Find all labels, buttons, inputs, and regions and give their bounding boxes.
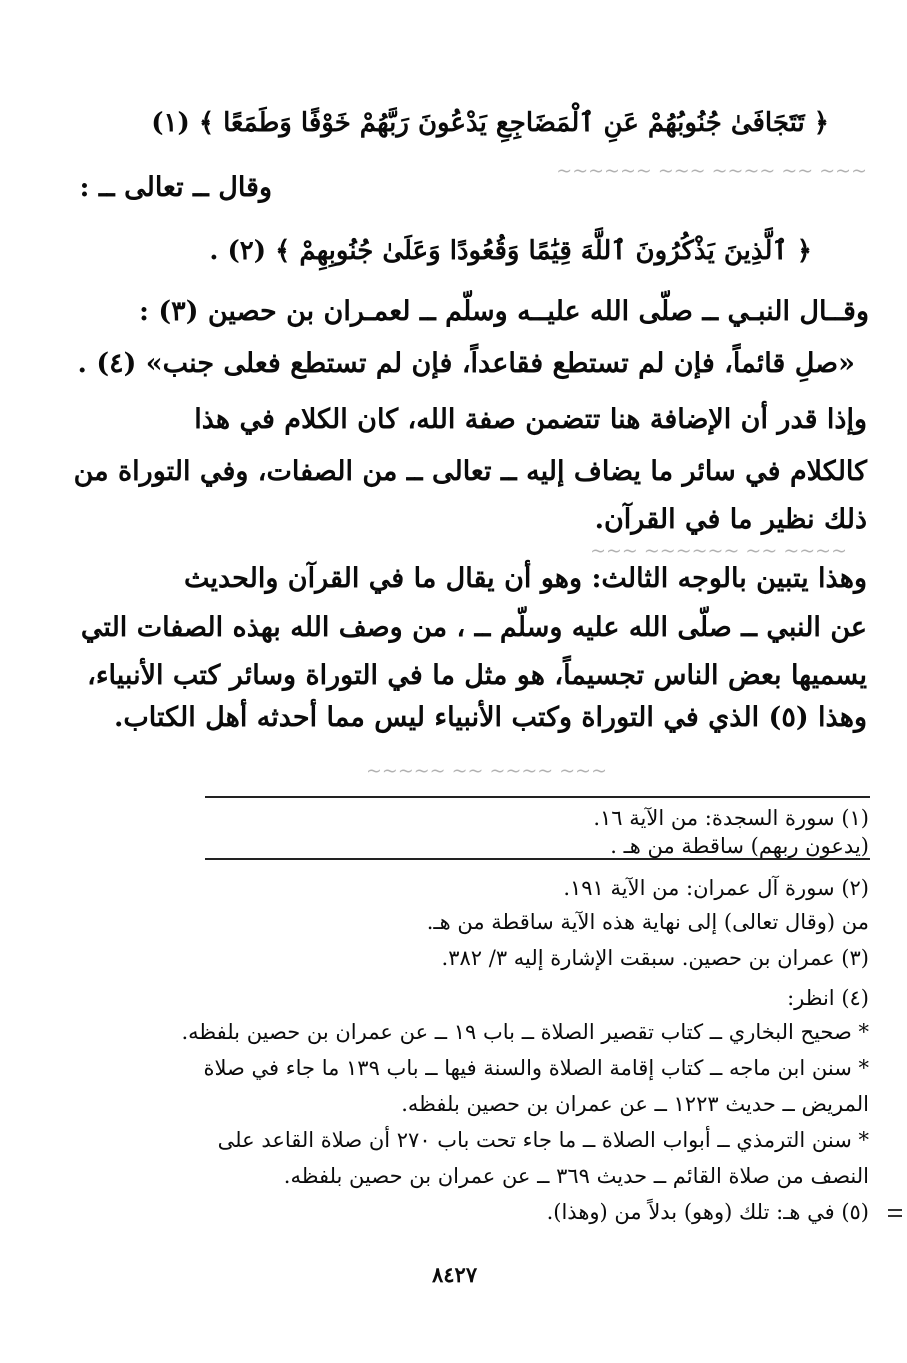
text-line-8: ذلك نظير ما في القرآن. [594, 504, 867, 535]
footnote-4-tirmidhi: * سنن الترمذي ــ أبواب الصلاة ــ ما جاء تحت باب ٢٧٠ أن صلاة القاعد على [217, 1128, 869, 1152]
quran-verse-2: ﴿ ٱلَّذِينَ يَذْكُرُونَ ٱللَّهَ قِيَٰمًا وَقُعُودًا وَعَلَىٰ جُنُوبِهِمْ ﴾ (٢) . [209, 236, 812, 266]
text-line-4: وقــال النبـي ــ صلّى الله عليــه وسلّم ــ لعمـران بن حصين (٣) : [139, 296, 869, 327]
text-line-9: وهذا يتبين بالوجه الثالث: وهو أن يقال ما في القرآن والحديث [183, 563, 867, 594]
footnote-2: (٢) سورة آل عمران: من الآية ١٩١. [563, 876, 869, 900]
footnote-separator [205, 796, 870, 798]
footnote-2-note: من (وقال تعالى) إلى نهاية هذه الآية ساقطة من هـ. [426, 910, 869, 934]
text-line-2: وقال ــ تعالى ــ : [79, 172, 272, 203]
text-line-12: وهذا (٥) الذي في التوراة وكتب الأنبياء ليس مما أحدثه أهل الكتاب. [113, 702, 867, 733]
footnote-1: (١) سورة السجدة: من الآية ١٦. [593, 806, 869, 830]
text-line-6: وإذا قدر أن الإضافة هنا تتضمن صفة الله، كان الكلام في هذا [194, 404, 867, 435]
footnote-4: (٤) انظر: [787, 986, 869, 1010]
quran-verse-top: ﴿ تَتَجَافَىٰ جُنُوبُهُمْ عَنِ ٱلْمَضَاجِعِ يَدْعُونَ رَبَّهُمْ خَوْفًا وَطَمَعًا ﴾ (١) [151, 108, 829, 138]
bleed-through-mark: ~~~~ ~~ ~~~~~~ ~~~ [590, 540, 847, 562]
text-line-10: عن النبي ــ صلّى الله عليه وسلّم ــ ، من وصف الله بهذه الصفات التي [80, 612, 867, 643]
footnote-4-ibn-majah: * سنن ابن ماجه ــ كتاب إقامة الصلاة والسنة فيها ــ باب ١٣٩ ما جاء في صلاة [203, 1056, 869, 1080]
text-line-11: يسميها بعض الناس تجسيماً، هو مثل ما في التوراة وسائر كتب الأنبياء، [87, 660, 867, 691]
margin-mark [888, 1209, 902, 1217]
footnote-5: (٥) في هـ: تلك (وهو) بدلاً من (وهذا). [546, 1200, 869, 1224]
footnote-4-tirmidhi-cont: النصف من صلاة القائم ــ حديث ٣٦٩ ــ عن عمران بن حصين بلفظه. [283, 1164, 869, 1188]
footnote-1-note: (يدعون ربهم) ساقطة من هـ . [610, 834, 869, 858]
bleed-through-mark: ~~~ ~~~~ ~~ ~~~~~ [366, 760, 607, 782]
footnote-3: (٣) عمران بن حصين. سبقت الإشارة إليه ٣/ ٣٨٢. [441, 946, 869, 970]
bleed-through-mark: ~~~ ~~ ~~~~ ~~~ ~~~~~~ [556, 160, 867, 182]
text-line-7: كالكلام في سائر ما يضاف إليه ــ تعالى ــ من الصفات، وفي التوراة من [73, 456, 867, 487]
page-number: ٨٤٢٧ [432, 1262, 478, 1287]
footnote-4-ibn-majah-cont: المريض ــ حديث ١٢٢٣ ــ عن عمران بن حصين بلفظه. [401, 1092, 869, 1116]
footnote-divider [205, 858, 870, 860]
text-line-5: «صلِ قائماً، فإن لم تستطع فقاعداً، فإن لم تستطع فعلى جنب» (٤) . [77, 348, 855, 379]
footnote-4-bukhari: * صحيح البخاري ــ كتاب تقصير الصلاة ــ باب ١٩ ــ عن عمران بن حصين بلفظه. [181, 1020, 869, 1044]
